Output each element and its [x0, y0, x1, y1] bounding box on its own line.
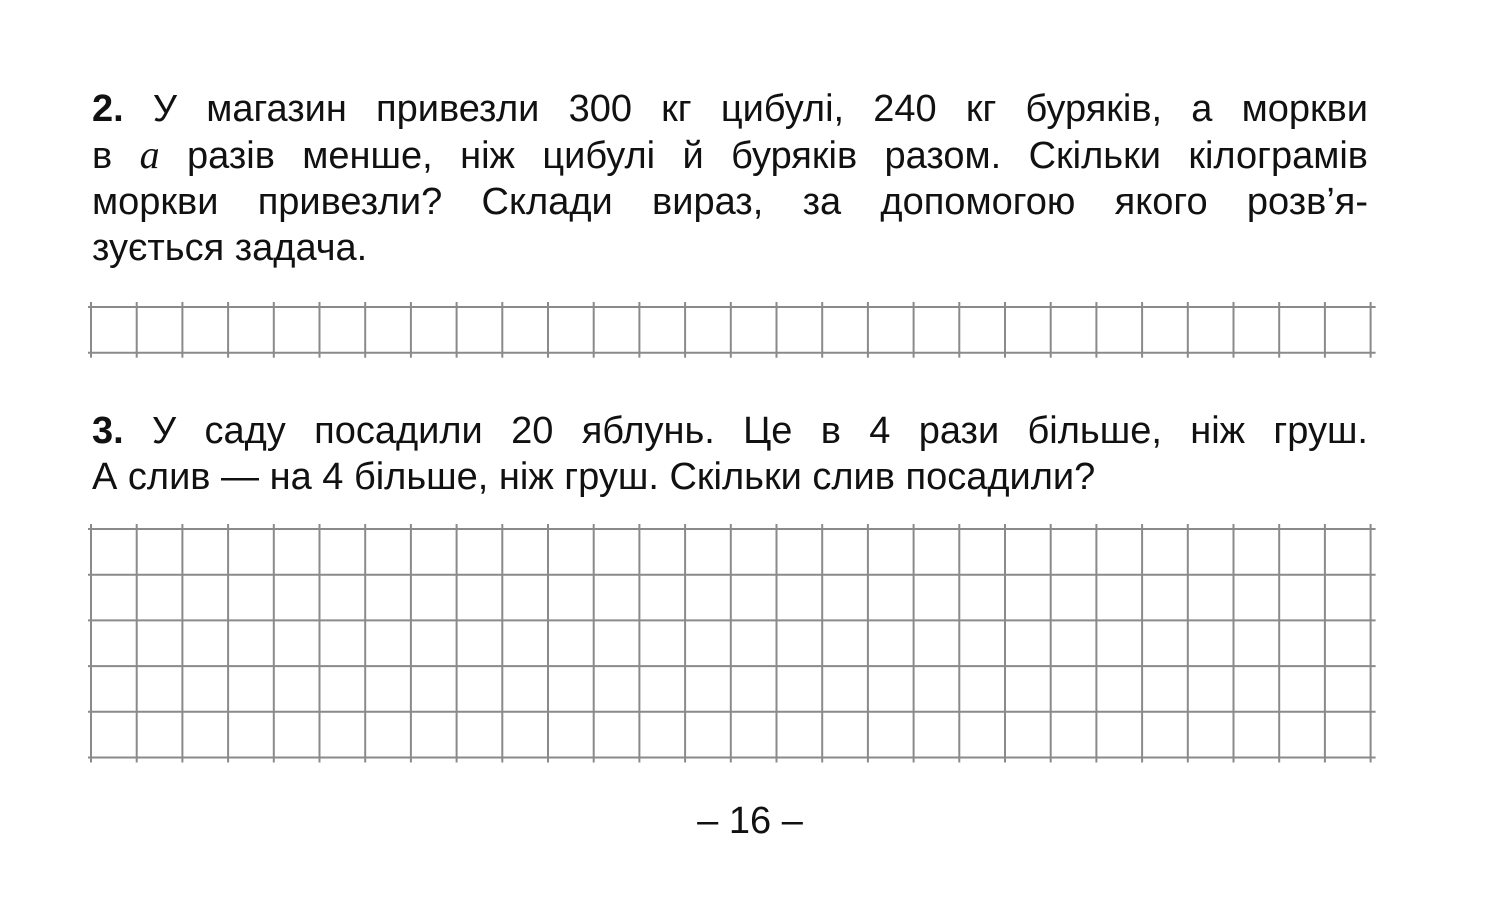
answer-grid-3[interactable] [88, 524, 1378, 768]
problem-2-number: 2. [92, 88, 124, 130]
problem-2-line-1 [92, 86, 1368, 132]
problem-2-line-3: моркви привезли? Склади вираз, за допомогою якого розв’я- [92, 181, 1368, 223]
problem-2-text-1: У магазин привезли 300 кг цибулі, 240 кг буряків, а моркви [152, 88, 1369, 130]
problem-2-line-4: зується задача. [92, 227, 368, 269]
problem-3-number: 3. [92, 410, 124, 452]
problem-2-text-2a: в [92, 135, 113, 177]
problem-3-text-1: У саду посадили 20 яблунь. Це в 4 рази більше, ніж груш. [152, 410, 1368, 452]
problem-3-line-1 [92, 408, 1368, 454]
page-number: – 16 – [697, 800, 803, 842]
problem-2-text-2b: разів менше, ніж цибулі й буряків разом. Скільки кілограмів [187, 135, 1368, 177]
answer-grid-2[interactable] [88, 302, 1378, 364]
variable-a: a [139, 132, 160, 177]
problem-2-line-2 [92, 132, 1368, 179]
problem-3-line-2: А слив — на 4 більше, ніж груш. Скільки слив посадили? [92, 456, 1096, 498]
problem-2 [92, 86, 1368, 271]
problem-3 [92, 408, 1368, 500]
